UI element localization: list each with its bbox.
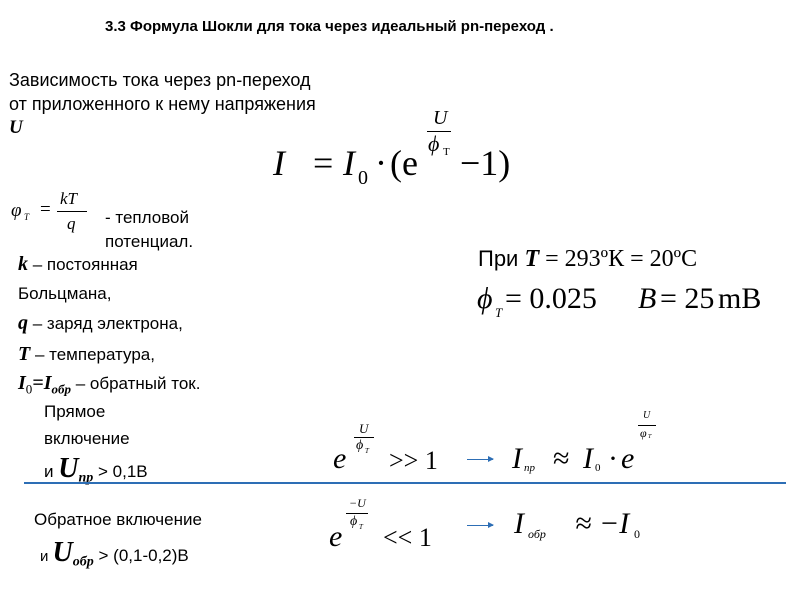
def-i0-subscript: 0 <box>25 381 33 397</box>
rev-ineq-num: −U <box>349 496 366 510</box>
slide-title: 3.3 Формула Шокли для тока через идеальный pn-переход . <box>105 18 554 35</box>
thermal-value-phi: ϕ <box>477 282 493 315</box>
forward-condition-value: > 0,1В <box>93 462 148 481</box>
formula-i0-subscript: 0 <box>358 167 368 189</box>
fwd-res-exp-num: U <box>643 410 651 421</box>
def-i0-eq-subscript: обр <box>51 381 71 397</box>
formula-tail: −1) <box>460 143 511 183</box>
reverse-condition <box>40 537 189 570</box>
thermal-equals: = <box>40 199 51 220</box>
forward-and: и <box>44 462 59 481</box>
rev-res-sub: обр <box>528 527 546 541</box>
def-t-text: – температура, <box>30 345 155 364</box>
rev-res-i0-sub: 0 <box>634 527 640 541</box>
temperature-symbol: T <box>524 246 540 272</box>
rev-ineq-e: e <box>329 520 343 553</box>
rev-res-approx: ≈ −I <box>575 507 630 540</box>
fwd-res-i0-sub: 0 <box>595 462 601 474</box>
formula-exp-open: (e <box>390 143 418 183</box>
formula-current-symbol: I <box>273 143 285 183</box>
forward-label-1: Прямое <box>44 402 106 421</box>
def-t-symbol: T <box>18 343 31 365</box>
formula-dot: · <box>375 143 387 183</box>
def-i0 <box>18 372 200 397</box>
fwd-res-i0: I <box>583 442 593 475</box>
thermal-description-1: - тепловой <box>105 208 189 227</box>
fwd-ineq-op: >> 1 <box>389 446 438 475</box>
fwd-res-dot: · <box>608 442 618 475</box>
thermal-description-2: потенциал. <box>105 232 194 251</box>
forward-arrow <box>467 459 493 460</box>
reverse-label: Обратное включение <box>34 510 202 529</box>
thermal-value-phi-sub: T <box>495 305 503 320</box>
section-divider <box>24 482 786 484</box>
thermal-phi-sub: T <box>24 212 30 222</box>
rev-ineq-den-sub: T <box>359 523 363 531</box>
fwd-res-e: e <box>621 442 635 475</box>
def-t <box>18 343 155 366</box>
temperature-prefix: При <box>478 246 525 271</box>
reverse-arrow <box>467 525 493 526</box>
fwd-res-approx: ≈ <box>553 442 570 475</box>
temperature-values: = 293ºК = 20ºС <box>539 246 698 272</box>
temperature-condition <box>478 246 697 273</box>
intro-line-1: Зависимость тока через pn-переход <box>9 70 311 90</box>
formula-equals: = <box>313 143 334 183</box>
def-k-text: – постоянная <box>28 255 138 274</box>
reverse-and: и <box>40 548 53 565</box>
def-i0-text: – обратный ток. <box>70 374 201 393</box>
def-i0-equals: =I <box>32 372 52 394</box>
thermal-value-number-2: = 25 <box>660 282 715 315</box>
reverse-u-symbol: U <box>52 537 73 568</box>
forward-label-2: включение <box>44 429 130 448</box>
thermal-fraction-bar <box>57 211 87 212</box>
fwd-ineq-e: e <box>333 442 347 475</box>
thermal-value-unit-2: mB <box>718 282 762 315</box>
fwd-res-sub: пр <box>524 462 535 474</box>
def-q <box>18 312 183 335</box>
formula-exp-denominator-sub: T <box>443 146 450 158</box>
thermal-denominator: q <box>67 214 76 233</box>
reverse-u-subscript: обр <box>72 554 94 570</box>
fwd-ineq-num: U <box>359 421 369 436</box>
def-i0-symbol: I <box>18 372 26 394</box>
rev-ineq-op: << 1 <box>383 523 432 552</box>
fwd-ineq-den: ϕ <box>356 438 364 453</box>
reverse-condition-value: > (0,1-0,2)В <box>93 546 189 565</box>
intro-line-2: от приложенного к нему напряжения <box>9 94 316 114</box>
def-k-symbol: k <box>18 253 28 275</box>
intro-voltage-symbol: U <box>9 117 23 138</box>
fwd-res-exp-den-sub: T <box>648 434 652 440</box>
fwd-res-exp-den: φ <box>640 426 647 440</box>
def-q-text: – заряд электрона, <box>28 314 183 333</box>
thermal-value-number: = 0.025 <box>505 282 597 315</box>
rev-ineq-den: ϕ <box>350 514 358 529</box>
forward-u-subscript: пр <box>78 470 94 486</box>
formula-exp-denominator: ϕ <box>428 131 440 156</box>
fwd-ineq-den-sub: T <box>365 447 369 455</box>
def-q-symbol: q <box>18 312 28 334</box>
def-k <box>18 253 138 276</box>
thermal-numerator: kT <box>60 189 77 208</box>
def-k-line2: Больцмана, <box>18 284 112 303</box>
formula-exp-numerator: U <box>433 107 448 129</box>
fwd-res-i: I <box>512 442 522 475</box>
forward-u-symbol: U <box>58 453 79 484</box>
rev-res-i: I <box>514 507 524 540</box>
formula-i0-symbol: I <box>343 143 355 183</box>
thermal-value-unit-1: B <box>638 282 657 315</box>
thermal-phi: φ <box>11 200 22 221</box>
